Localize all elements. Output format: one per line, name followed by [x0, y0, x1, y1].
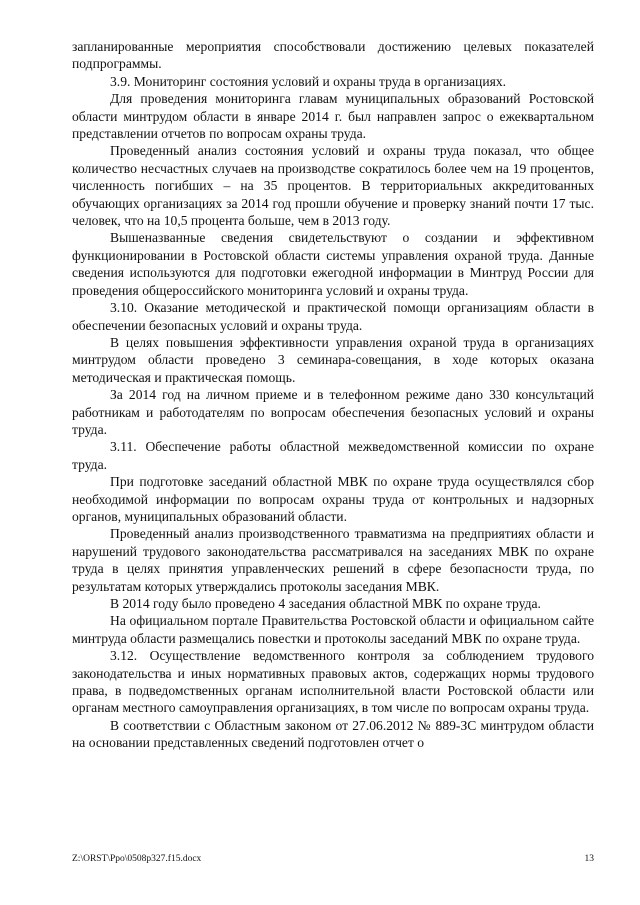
paragraph: Вышеназванные сведения свидетельствуют о создании и эффективном функционировании в Ростовской области системы управления охраной труда. Данные сведения используются для подготовки ежегодной информации в Минтруд России для проведения общероссийского мониторинга условий и охраны труда. — [72, 230, 594, 298]
paragraph: Проведенный анализ производственного травматизма на предприятиях области и нарушений трудового законодательства рассматривался на заседаниях МВК по охране труда в целях принятия управленческих решений в сфере безопасности труда, по результатам которых утверждались протоколы заседания МВК. — [72, 526, 594, 594]
page-number: 13 — [584, 854, 594, 864]
section-heading: 3.11. Обеспечение работы областной межведомственной комиссии по охране труда. — [72, 439, 594, 472]
paragraph: При подготовке заседаний областной МВК по охране труда осуществлялся сбор необходимой информации по вопросам охраны труда от контрольных и надзорных органов, муниципальных образований области. — [72, 474, 594, 524]
paragraph: запланированные мероприятия способствовали достижению целевых показателей подпрограммы. — [72, 39, 594, 72]
section-heading: 3.12. Осуществление ведомственного контроля за соблюдением трудового законодательства и иных нормативных правовых актов, содержащих нормы трудового права, в подведомственных органам исполнительной власти Ростовской области или органам местного самоуправления организациях, в том числе по вопросам охраны труда. — [72, 648, 594, 716]
section-heading: 3.9. Мониторинг состояния условий и охраны труда в организациях. — [110, 73, 507, 89]
paragraph: За 2014 год на личном приеме и в телефонном режиме дано 330 консультаций работникам и работодателям по вопросам обеспечения безопасных условий и охраны труда. — [72, 387, 594, 437]
page-footer — [72, 853, 594, 865]
paragraph: В соответствии с Областным законом от 27.06.2012 № 889-ЗС минтрудом области на основании представленных сведений подготовлен отчет о — [72, 717, 594, 751]
paragraph: Для проведения мониторинга главам муниципальных образований Ростовской области минтрудом области в январе 2014 г. был направлен запрос о ежеквартальном представлении отчетов по вопросам охраны труда. — [72, 91, 594, 142]
paragraph: В целях повышения эффективности управления охраной труда в организациях минтрудом области проведено 3 семинара-совещания, в ходе которых оказана методическая и практическая помощь. — [72, 334, 594, 385]
file-path: Z:\ORST\Ppo\0508p327.f15.docx — [72, 854, 202, 864]
section-heading: 3.10. Оказание методической и практической помощи организациям области в обеспечении безопасных условий и охраны труда. — [72, 300, 594, 333]
paragraph: В 2014 году было проведено 4 заседания областной МВК по охране труда. — [110, 596, 541, 611]
paragraph: На официальном портале Правительства Ростовской области и официальном сайте минтруда области размещались повестки и протоколы заседаний МВК по охране труда. — [72, 613, 594, 646]
paragraph: Проведенный анализ состояния условий и охраны труда показал, что общее количество несчастных случаев на производстве сократилось более чем на 19 процентов, численность погибших – на 35 процентов. В территориальных аккредитованных обучающих организациях за 2014 год прошли обучение и проверку знаний почти 17 тыс. человек, что на 10,5 процента больше, чем в 2013 году. — [72, 143, 594, 229]
document-body — [72, 38, 594, 752]
